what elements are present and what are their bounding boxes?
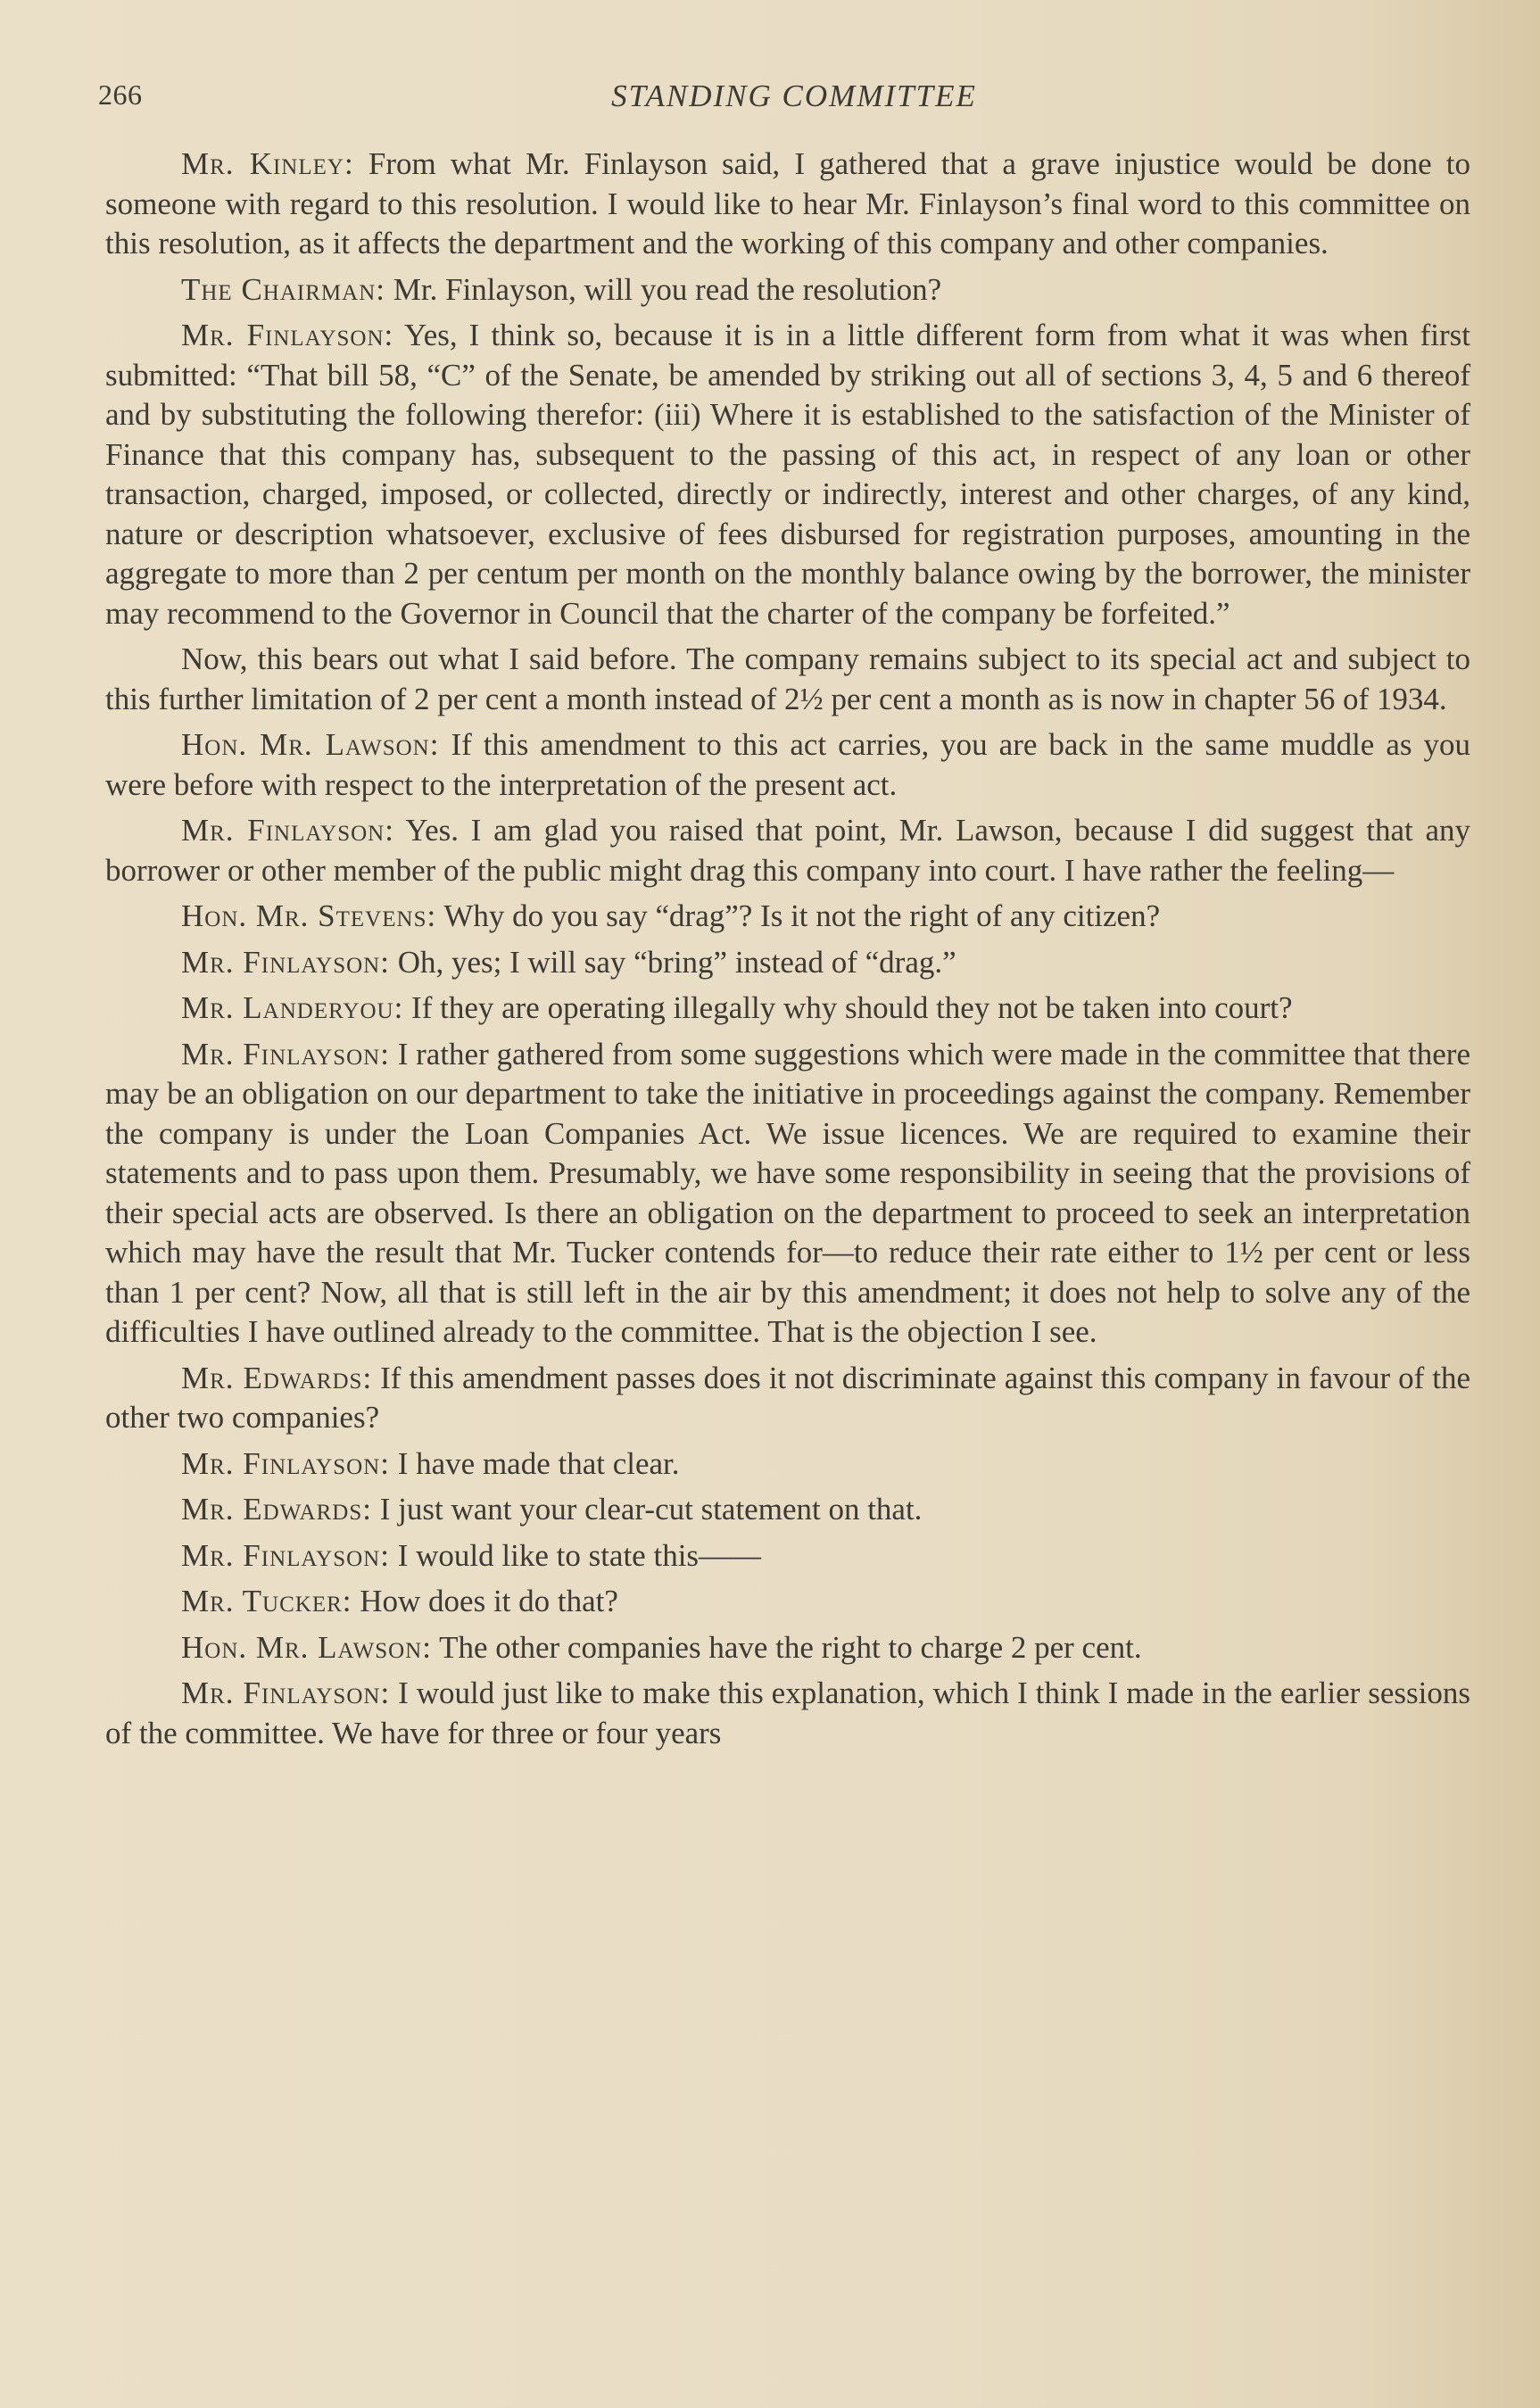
paragraph-text: Yes, I think so, because it is in a little different form from what it was when first submitted: “That bill 58, “C” of the Senate, be amended by striking out all of sections 3, 4, 5 and 6 thereof and by substituting the following therefor: (iii) Where it is established to the satisfaction of the Minister of Finance that this company has, subsequent to the passing of this act, in respect of any loan or other transaction, charged, imposed, or collected, directly or indirectly, interest and other charges, of any kind, nature or description whatsoever, exclusive of fees disbursed for registration purposes, amounting in the aggregate to more than 2 per centum per month on the monthly balance owing by the borrower, the minister may recommend to the Governor in Council that the charter of the company be forfeited.” xyxy=(105,318,1470,631)
paragraph xyxy=(105,725,1470,805)
speaker-label: Mr. Landeryou: xyxy=(181,990,404,1025)
paragraph-text: From what Mr. Finlayson said, I gathered that a grave injustice would be done to someone with regard to this resolution. I would like to hear Mr. Finlayson’s final word to this committee on this resolution, as it affects the department and the working of this company and other companies. xyxy=(105,146,1471,261)
speaker-label: Hon. Mr. Stevens: xyxy=(181,898,437,933)
paragraph xyxy=(105,270,1470,310)
paragraph xyxy=(105,1035,1470,1353)
speaker-label: Mr. Finlayson: xyxy=(181,318,394,352)
paragraph-text: I just want your clear-cut statement on that. xyxy=(379,1492,923,1527)
paragraph-text: I have made that clear. xyxy=(397,1445,680,1481)
paragraph-text: Why do you say “drag”? Is it not the right of any citizen? xyxy=(443,898,1161,933)
paragraph xyxy=(105,145,1470,264)
paragraph xyxy=(105,1359,1470,1438)
speaker-label: Mr. Edwards: xyxy=(181,1492,372,1527)
paragraph-text: I rather gathered from some suggestions which were made in the committee that there may be an obligation on our department to take the initiative in proceedings against the company. Remember the company is under the Loan Companies Act. We issue licences. We are required to examine their statements and to pass upon them. Presumably, we have some responsibility in seeing that the provisions of their special acts are observed. Is there an obligation on the department to proceed to seek an interpretation which may have the result that Mr. Tucker contends for—to reduce their rate either to 1½ per cent or less than 1 per cent? Now, all that is still left in the air by this amendment; it does not help to solve any of the difficulties I have outlined already to the committee. That is the objection I see. xyxy=(105,1036,1470,1349)
running-head: STANDING COMMITTEE xyxy=(611,79,977,113)
page-header xyxy=(98,79,1490,123)
speaker-label: Mr. Finlayson: xyxy=(181,944,390,980)
speaker-label: Mr. Finlayson: xyxy=(181,1676,391,1710)
speaker-label: Mr. Kinley: xyxy=(181,146,354,181)
speaker-label: Mr. Tucker: xyxy=(181,1584,352,1618)
paragraph xyxy=(105,1674,1470,1753)
speaker-label: Hon. Mr. Lawson: xyxy=(181,727,440,762)
speaker-label: Mr. Finlayson: xyxy=(181,1445,390,1481)
paragraph xyxy=(105,1582,1470,1622)
paragraph xyxy=(105,811,1470,890)
paragraph-text: If they are operating illegally why should they not be taken into court? xyxy=(411,990,1293,1025)
paragraph xyxy=(105,316,1470,633)
paragraph-text: I would like to state this—— xyxy=(397,1537,762,1573)
speaker-label: Mr. Edwards: xyxy=(181,1360,373,1395)
paragraph xyxy=(105,989,1470,1029)
paragraph xyxy=(105,1490,1470,1530)
paragraph xyxy=(105,1444,1470,1485)
speaker-label: The Chairman: xyxy=(181,271,385,307)
speaker-label: Mr. Finlayson: xyxy=(181,813,394,848)
paragraph-text: Yes. I am glad you raised that point, Mr. Lawson, because I did suggest that any borrower or other member of the public might drag this company into court. I have rather the feeling— xyxy=(105,813,1470,888)
paragraph-text: If this amendment passes does it not discriminate against this company in favour of the other two companies? xyxy=(105,1360,1471,1435)
paragraph-text: How does it do that? xyxy=(360,1584,618,1618)
paragraph-text: Now, this bears out what I said before. The company remains subject to its special act and subject to this further limitation of 2 per cent a month instead of 2½ per cent a month as is now in chapter 56 of 1934. xyxy=(105,641,1470,716)
paragraph xyxy=(105,1536,1470,1576)
paragraph-text: Oh, yes; I will say “bring” instead of “drag.” xyxy=(397,944,956,980)
speaker-label: Hon. Mr. Lawson: xyxy=(181,1629,432,1665)
paragraph xyxy=(105,897,1470,937)
paragraph xyxy=(105,1628,1470,1668)
page-number: 266 xyxy=(98,79,143,111)
paragraph-text: If this amendment to this act carries, you are back in the same muddle as you were before with respect to the interpretation of the present act. xyxy=(105,727,1470,802)
paragraph-text: The other companies have the right to charge 2 per cent. xyxy=(439,1629,1142,1665)
paragraph-text: Mr. Finlayson, will you read the resolution? xyxy=(393,271,942,307)
transcript-body xyxy=(105,145,1470,1759)
paragraph xyxy=(105,943,1470,983)
paragraph xyxy=(105,640,1470,719)
paragraph-text: I would just like to make this explanation, which I think I made in the earlier sessions of the committee. We have for three or four years xyxy=(105,1676,1470,1750)
speaker-label: Mr. Finlayson: xyxy=(181,1036,390,1072)
speaker-label: Mr. Finlayson: xyxy=(181,1537,390,1573)
